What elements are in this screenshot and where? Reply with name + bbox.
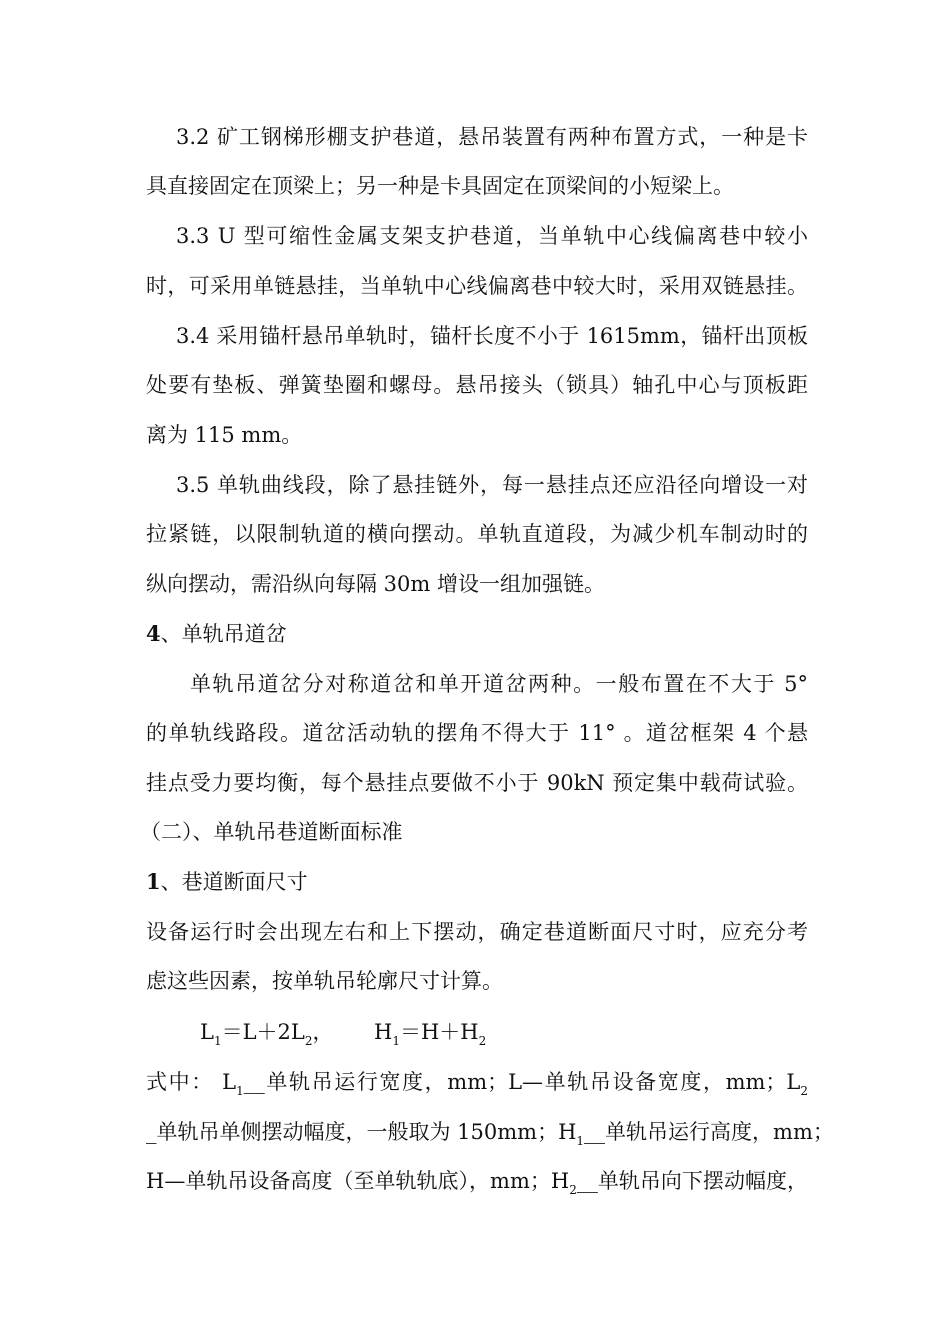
heading-number: 1 <box>146 869 161 894</box>
section-heading-2: （二）、单轨吊巷道断面标准 <box>140 820 403 844</box>
legend-line2: _单轨吊单侧摆动幅度，一般取为 150mm；$H_1\_\_$单轨吊运行高度，mm； <box>146 1120 834 1148</box>
paragraph-3-4-line3: 离为 115 mm。 <box>146 423 303 447</box>
paragraph-3-4-line2: 处要有垫板、弹簧垫圈和螺母。悬吊接头（锁具）轴孔中心与顶板距 <box>146 373 808 397</box>
subsection-heading-1: 1、巷道断面尺寸 <box>146 869 308 894</box>
heading-text: 单轨吊道岔 <box>181 622 287 646</box>
formula-height: $H_1=H+H_2$ <box>374 1020 487 1048</box>
paragraph-3-4-line1: 3.4 采用锚杆悬吊单轨时，锚杆长度不小于 1615mm，锚杆出顶板 <box>176 324 808 348</box>
paragraph-section-size-line2: 虑这些因素，按单轨吊轮廓尺寸计算。 <box>146 969 503 993</box>
paragraph-3-2-line1: 3.2 矿工钢梯形棚支护巷道，悬吊装置有两种布置方式，一种是卡 <box>176 125 808 149</box>
paragraph-turnout-line1: 单轨吊道岔分对称道岔和单开道岔两种。一般布置在不大于 5° <box>190 672 808 696</box>
legend-line1: 式中： $L_1\_\_$单轨吊运行宽度，mm；L—单轨吊设备宽度，mm；$L_2$ <box>146 1070 809 1098</box>
paragraph-3-2-line2: 具直接固定在顶梁上；另一种是卡具固定在顶梁间的小短梁上。 <box>146 174 734 198</box>
section-heading-4: 4、单轨吊道岔 <box>146 621 287 646</box>
formula-line <box>200 1018 620 1046</box>
paragraph-3-5-line1: 3.5 单轨曲线段，除了悬挂链外，每一悬挂点还应沿径向增设一对 <box>176 473 808 497</box>
paragraph-3-5-line2: 拉紧链，以限制轨道的横向摆动。单轨直道段，为减少机车制动时的 <box>146 522 808 546</box>
paragraph-turnout-line2: 的单轨线路段。道岔活动轨的摆角不得大于 11° 。道岔框架 4 个悬 <box>146 721 808 745</box>
heading-number: 4 <box>146 621 161 646</box>
paragraph-section-size-line1: 设备运行时会出现左右和上下摆动，确定巷道断面尺寸时，应充分考 <box>146 920 808 944</box>
heading-text: 巷道断面尺寸 <box>181 870 308 894</box>
paragraph-3-3-line2: 时，可采用单链悬挂，当单轨中心线偏离巷中较大时，采用双链悬挂。 <box>146 274 808 298</box>
paragraph-turnout-line3: 挂点受力要均衡，每个悬挂点要做不小于 90kN 预定集中载荷试验。 <box>146 771 808 795</box>
legend-line3: H—单轨吊设备高度（至单轨轨底），mm；$H_2\_\_$单轨吊向下摆动幅度， <box>146 1169 808 1197</box>
paragraph-3-3-line1: 3.3 U 型可缩性金属支架支护巷道，当单轨中心线偏离巷中较小 <box>176 224 808 248</box>
formula-width: $L_1=L+2L_2$， <box>200 1020 334 1048</box>
paragraph-3-5-line3: 纵向摆动，需沿纵向每隔 30m 增设一组加强链。 <box>146 572 605 596</box>
